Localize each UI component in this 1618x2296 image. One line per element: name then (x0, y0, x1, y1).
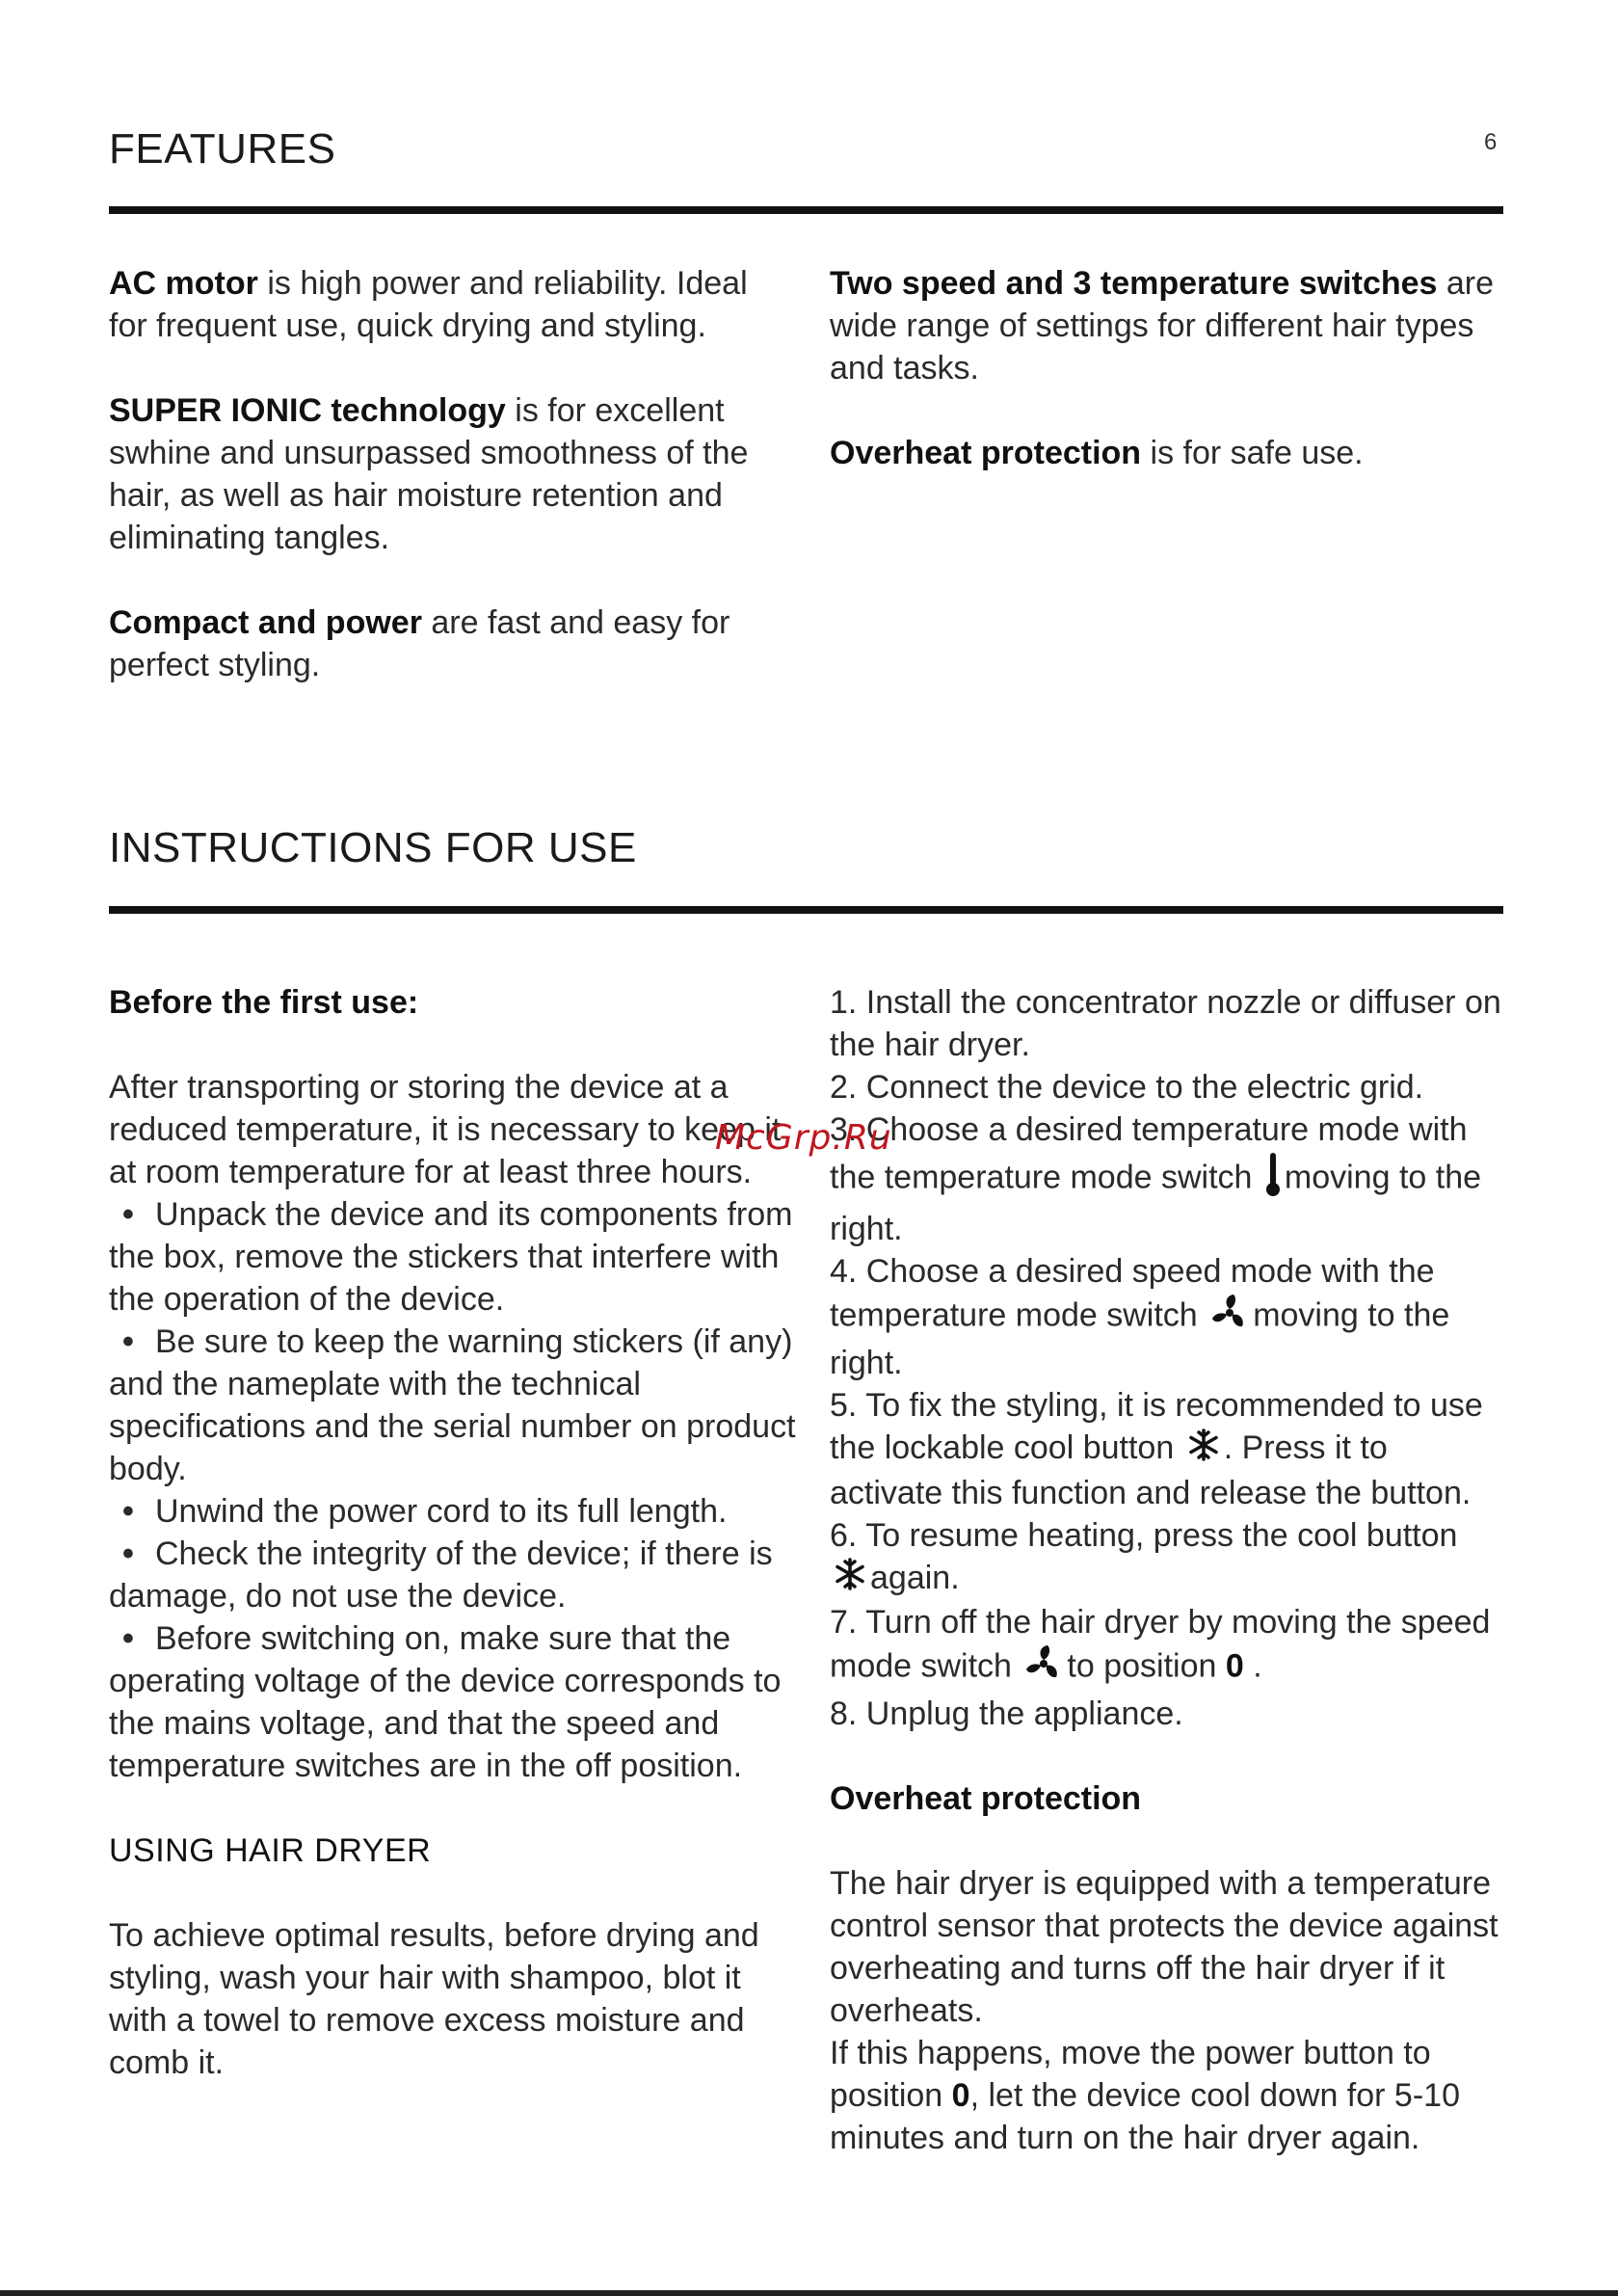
feature-super-ionic: SUPER IONIC technology is for excellent swhine and unsurpassed smoothness of the hair, as well as hair moisture retention and eliminating tangles. (109, 392, 749, 556)
before-first-use-intro: After transporting or storing the device at a reduced temperature, it is necessary to keep it at room temperature for at least three hours. (109, 1069, 782, 1190)
instructions-divider (109, 906, 1503, 914)
step-7: 7. Turn off the hair dryer by moving the speed mode switch to position 0 . (830, 1601, 1504, 1693)
features-left-column (109, 262, 793, 686)
bullet-dot: • (122, 1535, 134, 1572)
overheat-protection-p1: The hair dryer is equipped with a temperature control sensor that protects the device against overheating and turns off the hair dryer if it overheats. (830, 1865, 1499, 2030)
feature-ac-motor: AC motor is high power and reliability. Ideal for frequent use, quick drying and styling. (109, 265, 748, 344)
feature-compact: Compact and power are fast and easy for perfect styling. (109, 604, 730, 683)
feature-overheat: Overheat protection is for safe use. (830, 435, 1364, 471)
overheat-protection-heading: Overheat protection (830, 1780, 1142, 1818)
instructions-title: INSTRUCTIONS FOR USE (109, 824, 637, 871)
bullet-dot: • (122, 1196, 134, 1233)
bullet-dot: • (122, 1493, 134, 1530)
step-5: 5. To fix the styling, it is recommended to use the lockable cool button . Press it to activate this function and release the button. (830, 1387, 1483, 1511)
bullet-item: • Check the integrity of the device; if there is damage, do not use the device. (109, 1533, 803, 1617)
features-right-column (830, 262, 1495, 474)
bullet-item: • Unwind the power cord to its full length. (109, 1490, 803, 1533)
bullet-dot: • (122, 1323, 134, 1360)
feature-switches: Two speed and 3 temperature switches are wide range of settings for different hair types and tasks. (830, 265, 1495, 387)
features-title: FEATURES (109, 125, 336, 173)
bottom-edge-line (0, 2290, 1618, 2296)
step-3: 3. Choose a desired temperature mode with the temperature mode switch moving to the right. (830, 1111, 1482, 1247)
fan-icon (1024, 1643, 1063, 1693)
step-4: 4. Choose a desired speed mode with the temperature mode switch moving to the right. (830, 1253, 1450, 1381)
snowflake-icon (1187, 1428, 1220, 1472)
bullet-dot: • (122, 1620, 134, 1657)
instructions-right-column (830, 981, 1504, 2159)
before-first-use-heading: Before the first use: (109, 984, 419, 1021)
fan-icon (1210, 1293, 1249, 1342)
bullet-item: • Before switching on, make sure that the operating voltage of the device corresponds to the mains voltage, and that the speed and temperature switches are in the off position. (109, 1617, 803, 1787)
thermometer-icon (1265, 1151, 1281, 1208)
snowflake-icon (834, 1558, 866, 1601)
bullet-item: • Unpack the device and its components from the box, remove the stickers that interfere with the operation of the device. (109, 1193, 803, 1321)
bullet-item: • Be sure to keep the warning stickers (if any) and the nameplate with the technical specifications and the serial number on product body. (109, 1321, 803, 1490)
watermark: McGrp.Ru (715, 1118, 892, 1158)
instructions-left-column (109, 981, 803, 2084)
page-number: 6 (1484, 129, 1498, 155)
features-divider (109, 206, 1503, 214)
step-6: 6. To resume heating, press the cool button again. (830, 1514, 1504, 1602)
using-hair-dryer-text: To achieve optimal results, before drying and styling, wash your hair with shampoo, blot it with a towel to remove excess moisture and comb it. (109, 1917, 759, 2081)
step-2: 2. Connect the device to the electric grid. (830, 1069, 1424, 1106)
step-8: 8. Unplug the appliance. (830, 1695, 1183, 1733)
step-1: 1. Install the concentrator nozzle or diffuser on the hair dryer. (830, 984, 1501, 1063)
overheat-protection-p2: If this happens, move the power button to position 0, let the device cool down for 5-10 minutes and turn on the hair dryer again. (830, 2035, 1460, 2157)
using-hair-dryer-heading: USING HAIR DRYER (109, 1832, 432, 1869)
